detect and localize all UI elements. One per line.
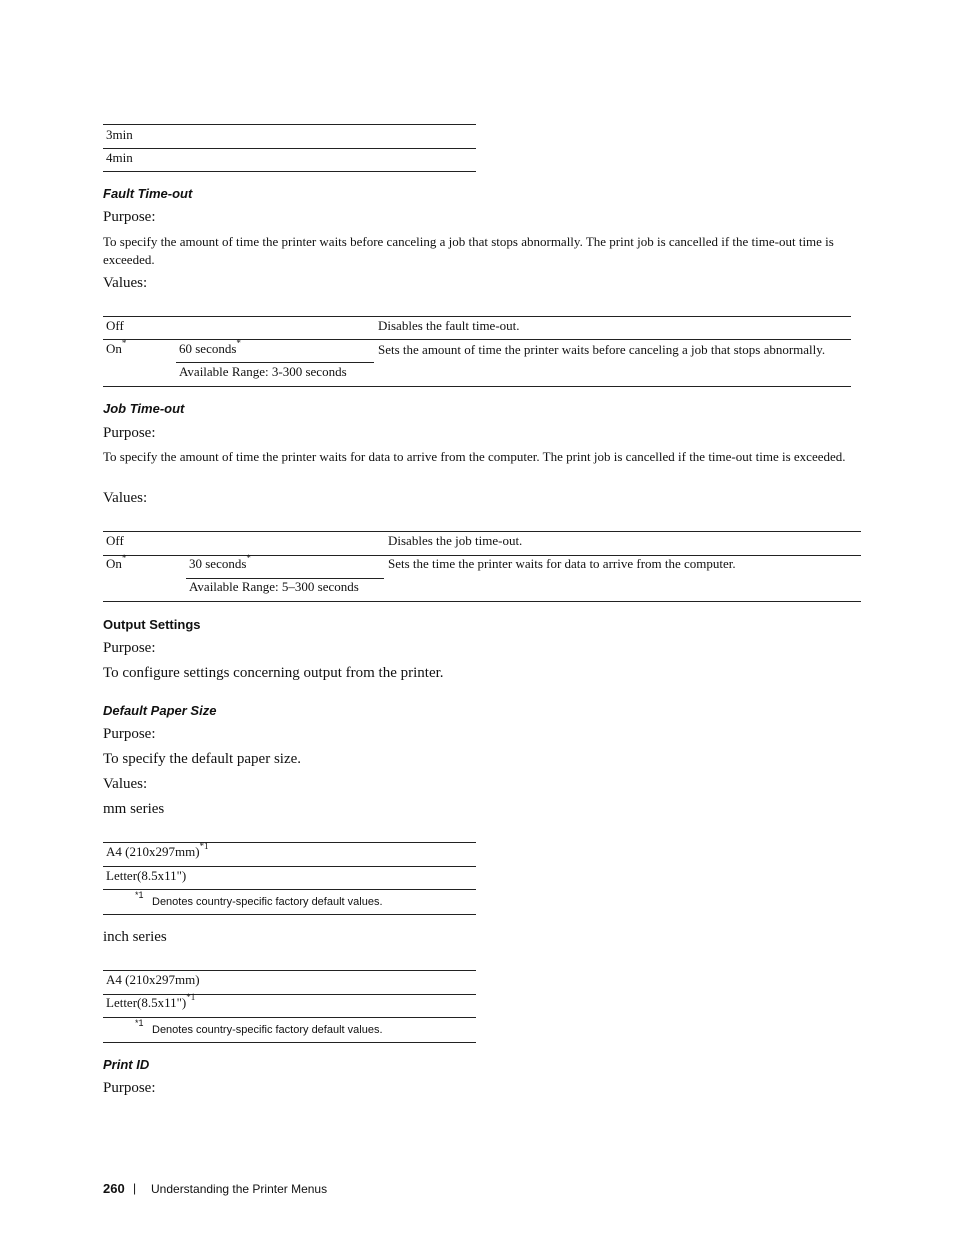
purpose-label: Purpose:	[103, 640, 156, 656]
table-cell: Letter(8.5x11")	[106, 868, 187, 883]
range-cell: Available Range: 3-300 seconds	[179, 364, 347, 379]
table-rule	[103, 914, 476, 915]
off-cell: Off	[106, 533, 124, 548]
section-heading-output-settings: Output Settings	[103, 617, 201, 632]
table-rule	[103, 531, 861, 532]
section-heading-fault-timeout: Fault Time-out	[103, 186, 193, 201]
table-rule	[103, 316, 851, 317]
purpose-label: Purpose:	[103, 425, 156, 441]
table-rule	[176, 362, 374, 363]
on-description: Sets the time the printer waits for data to arrive from the computer.	[388, 556, 736, 571]
table-rule	[103, 970, 476, 971]
table-rule	[103, 124, 476, 125]
table-rule	[103, 842, 476, 843]
purpose-text: To configure settings concerning output from the printer.	[103, 665, 444, 681]
table-rule	[103, 1042, 476, 1043]
footer-separator: |	[133, 1181, 137, 1195]
table-rule	[103, 601, 861, 602]
range-cell: Available Range: 5–300 seconds	[189, 579, 359, 594]
table-rule	[103, 866, 476, 867]
footnote-mark: *1	[135, 1018, 144, 1028]
table-rule	[103, 171, 476, 172]
table-cell: 4min	[106, 150, 133, 165]
table-cell: A4 (210x297mm)	[106, 972, 200, 987]
values-label: Values:	[103, 776, 148, 792]
purpose-label: Purpose:	[103, 1080, 156, 1096]
table-rule	[103, 148, 476, 149]
section-heading-default-paper-size: Default Paper Size	[103, 703, 217, 718]
off-cell: Off	[106, 318, 124, 333]
purpose-text: To specify the amount of time the printer waits before canceling a job that stops abnormally. The print job is cancelled if the time-out time is exceeded.	[103, 234, 834, 267]
section-heading-print-id: Print ID	[103, 1057, 150, 1072]
table-cell: 3min	[106, 127, 133, 142]
default-value-cell: 30 seconds*	[189, 553, 251, 571]
table-cell: Letter(8.5x11")$^{*1}$	[106, 992, 196, 1010]
table-cell: A4 $(210x297mm)^{*1}$	[106, 841, 209, 859]
on-cell: On*	[106, 338, 127, 356]
purpose-label: Purpose:	[103, 209, 156, 225]
page-number: 260	[103, 1181, 125, 1196]
purpose-text: To specify the default paper size.	[103, 751, 302, 767]
values-label: Values:	[103, 490, 148, 506]
section-heading-job-timeout: Job Time-out	[103, 401, 185, 416]
footnote-text: Denotes country-specific factory default values.	[152, 896, 383, 908]
footnote-mark: *1	[135, 890, 144, 900]
purpose-text: To specify the amount of time the printer waits for data to arrive from the computer. The print job is cancelled if the time-out time is exceeded.	[103, 449, 846, 464]
table-rule	[103, 386, 851, 387]
table-rule	[103, 339, 851, 340]
table-rule	[103, 1017, 476, 1018]
values-label: Values:	[103, 275, 148, 291]
off-description: Disables the fault time-out.	[378, 318, 520, 333]
purpose-label: Purpose:	[103, 726, 156, 742]
inch-series-label: inch series	[103, 929, 167, 945]
default-value-cell: 60 seconds*	[179, 338, 241, 356]
off-description: Disables the job time-out.	[388, 533, 523, 548]
footnote-text: Denotes country-specific factory default values.	[152, 1024, 383, 1036]
on-description: Sets the amount of time the printer waits before canceling a job that stops abnormally.	[378, 342, 826, 357]
on-cell: On*	[106, 553, 127, 571]
table-rule	[103, 889, 476, 890]
mm-series-label: mm series	[103, 801, 165, 817]
footer-section-title: Understanding the Printer Menus	[151, 1182, 328, 1196]
